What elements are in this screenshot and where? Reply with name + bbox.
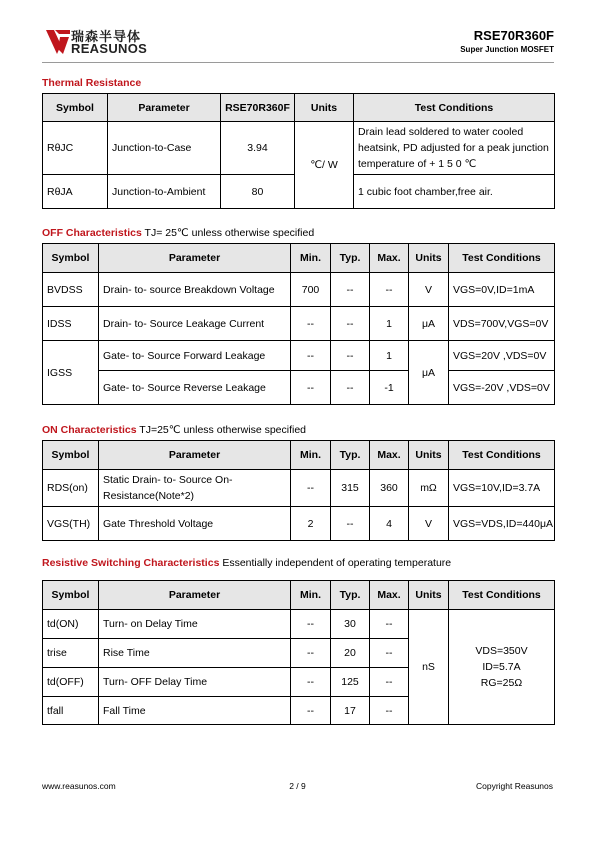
symbol-cell: VGS(TH) <box>43 507 99 541</box>
product-subtitle: Super Junction MOSFET <box>460 45 554 54</box>
logo-cn-text: 瑞森半导体 <box>71 30 142 45</box>
parameter-cell: Drain- to- Source Leakage Current <box>99 307 291 341</box>
switching-characteristics-table <box>42 580 555 725</box>
max-cell: -- <box>370 697 409 725</box>
value-cell: 3.94 <box>221 122 295 175</box>
units-cell: V <box>409 273 449 307</box>
min-cell: -- <box>291 639 331 668</box>
parameter-cell: Drain- to- source Breakdown Voltage <box>99 273 291 307</box>
symbol-cell: RDS(on) <box>43 470 99 507</box>
logo-en-text: REASUNOS <box>71 41 148 56</box>
table-row <box>43 371 555 405</box>
col-max: Max. <box>370 581 409 610</box>
off-title: OFF Characteristics <box>42 227 142 239</box>
col-symbol: Symbol <box>43 441 99 470</box>
units-cell: nS <box>409 610 449 725</box>
switching-section-title <box>42 557 451 569</box>
conditions-cell: VDS=700V,VGS=0V <box>449 307 555 341</box>
col-symbol: Symbol <box>43 94 108 122</box>
col-parameter: Parameter <box>108 94 221 122</box>
units-cell: V <box>409 507 449 541</box>
logo-mark-icon <box>46 27 70 57</box>
value-cell: 80 <box>221 175 295 209</box>
table-row <box>43 307 555 341</box>
col-units: Units <box>409 581 449 610</box>
typ-cell: -- <box>331 507 370 541</box>
col-parameter: Parameter <box>99 244 291 273</box>
symbol-cell: RθJC <box>43 122 108 175</box>
on-characteristics-table <box>42 440 555 541</box>
max-cell: -- <box>370 639 409 668</box>
col-typ: Typ. <box>331 581 370 610</box>
parameter-cell: Gate- to- Source Reverse Leakage <box>99 371 291 405</box>
units-cell: mΩ <box>409 470 449 507</box>
min-cell: -- <box>291 668 331 697</box>
col-test-conditions: Test Conditions <box>354 94 555 122</box>
symbol-cell: BVDSS <box>43 273 99 307</box>
min-cell: -- <box>291 470 331 507</box>
switching-note: Essentially independent of operating temperature <box>219 557 452 569</box>
parameter-cell: Turn- OFF Delay Time <box>99 668 291 697</box>
typ-cell: -- <box>331 341 370 371</box>
min-cell: 2 <box>291 507 331 541</box>
table-row <box>43 273 555 307</box>
max-cell: 1 <box>370 341 409 371</box>
condition-vds: VDS=350V <box>475 645 528 657</box>
col-min: Min. <box>291 441 331 470</box>
table-header-row <box>43 581 555 610</box>
conditions-cell: VGS=10V,ID=3.7A <box>449 470 555 507</box>
typ-cell: 315 <box>331 470 370 507</box>
symbol-cell: IGSS <box>43 341 99 405</box>
units-cell: μA <box>409 341 449 405</box>
units-cell: ℃/ W <box>295 122 354 209</box>
typ-cell: -- <box>331 371 370 405</box>
symbol-cell: td(ON) <box>43 610 99 639</box>
on-section-title <box>42 424 306 436</box>
max-cell: 360 <box>370 470 409 507</box>
col-units: Units <box>295 94 354 122</box>
col-units: Units <box>409 441 449 470</box>
symbol-cell: RθJA <box>43 175 108 209</box>
parameter-cell: Fall Time <box>99 697 291 725</box>
units-cell: μA <box>409 307 449 341</box>
min-cell: -- <box>291 697 331 725</box>
max-cell: -- <box>370 273 409 307</box>
header-divider <box>42 62 554 63</box>
conditions-cell: Drain lead soldered to water cooled heatsink, PD adjusted for a peak junction temperature of + 1 5 0 ℃ <box>354 122 555 175</box>
typ-cell: 20 <box>331 639 370 668</box>
off-note: TJ= 25℃ unless otherwise specified <box>141 227 315 239</box>
parameter-cell: Turn- on Delay Time <box>99 610 291 639</box>
conditions-cell: VGS=20V ,VDS=0V <box>449 341 555 371</box>
conditions-cell: VGS=0V,ID=1mA <box>449 273 555 307</box>
table-row <box>43 610 555 639</box>
col-parameter: Parameter <box>99 441 291 470</box>
min-cell: -- <box>291 371 331 405</box>
parameter-cell: Rise Time <box>99 639 291 668</box>
off-characteristics-table <box>42 243 555 405</box>
symbol-cell: tfall <box>43 697 99 725</box>
col-min: Min. <box>291 244 331 273</box>
max-cell: 4 <box>370 507 409 541</box>
table-row <box>43 122 555 175</box>
parameter-cell: Junction-to-Ambient <box>108 175 221 209</box>
footer-copyright: Copyright Reasunos <box>475 781 553 791</box>
col-max: Max. <box>370 244 409 273</box>
condition-rg: RG=25Ω <box>480 677 523 689</box>
part-number: RSE70R360F <box>473 28 554 43</box>
min-cell: -- <box>291 610 331 639</box>
switching-title: Resistive Switching Characteristics <box>42 557 220 569</box>
col-typ: Typ. <box>331 441 370 470</box>
typ-cell: 125 <box>331 668 370 697</box>
col-test-conditions: Test Conditions <box>449 244 555 273</box>
col-units: Units <box>409 244 449 273</box>
company-logo <box>46 26 166 60</box>
parameter-cell: Gate- to- Source Forward Leakage <box>99 341 291 371</box>
table-row <box>43 341 555 371</box>
min-cell: -- <box>291 307 331 341</box>
conditions-cell: VGS=-20V ,VDS=0V <box>449 371 555 405</box>
parameter-cell: Junction-to-Case <box>108 122 221 175</box>
symbol-cell: trise <box>43 639 99 668</box>
col-max: Max. <box>370 441 409 470</box>
thermal-section-title <box>42 77 141 89</box>
symbol-cell: td(OFF) <box>43 668 99 697</box>
col-test-conditions: Test Conditions <box>449 581 555 610</box>
parameter-cell: Gate Threshold Voltage <box>99 507 291 541</box>
on-title: ON Characteristics <box>42 424 137 436</box>
table-header-row <box>43 94 555 122</box>
symbol-cell: IDSS <box>43 307 99 341</box>
off-section-title <box>42 227 314 239</box>
col-symbol: Symbol <box>43 581 99 610</box>
typ-cell: 30 <box>331 610 370 639</box>
conditions-cell: VGS=VDS,ID=440μA <box>449 507 555 541</box>
col-parameter: Parameter <box>99 581 291 610</box>
parameter-cell: Static Drain- to- Source On-Resistance(Note*2) <box>99 470 291 507</box>
max-cell: -1 <box>370 371 409 405</box>
min-cell: 700 <box>291 273 331 307</box>
col-test-conditions: Test Conditions <box>449 441 555 470</box>
col-symbol: Symbol <box>43 244 99 273</box>
table-header-row <box>43 244 555 273</box>
conditions-cell: 1 cubic foot chamber,free air. <box>354 175 555 209</box>
col-typ: Typ. <box>331 244 370 273</box>
col-part-value: RSE70R360F <box>221 94 295 122</box>
table-header-row <box>43 441 555 470</box>
min-cell: -- <box>291 341 331 371</box>
thermal-title: Thermal Resistance <box>42 77 142 89</box>
on-note: TJ=25℃ unless otherwise specified <box>136 424 307 436</box>
typ-cell: -- <box>331 307 370 341</box>
max-cell: 1 <box>370 307 409 341</box>
max-cell: -- <box>370 668 409 697</box>
table-row <box>43 507 555 541</box>
page-header <box>42 26 554 60</box>
col-min: Min. <box>291 581 331 610</box>
footer-page-number: 2 / 9 <box>289 781 306 791</box>
typ-cell: -- <box>331 273 370 307</box>
thermal-table <box>42 93 555 209</box>
max-cell: -- <box>370 610 409 639</box>
typ-cell: 17 <box>331 697 370 725</box>
condition-id: ID=5.7A <box>482 661 521 673</box>
table-row <box>43 470 555 507</box>
conditions-cell <box>449 610 555 725</box>
footer-website[interactable]: www.reasunos.com <box>42 781 116 791</box>
